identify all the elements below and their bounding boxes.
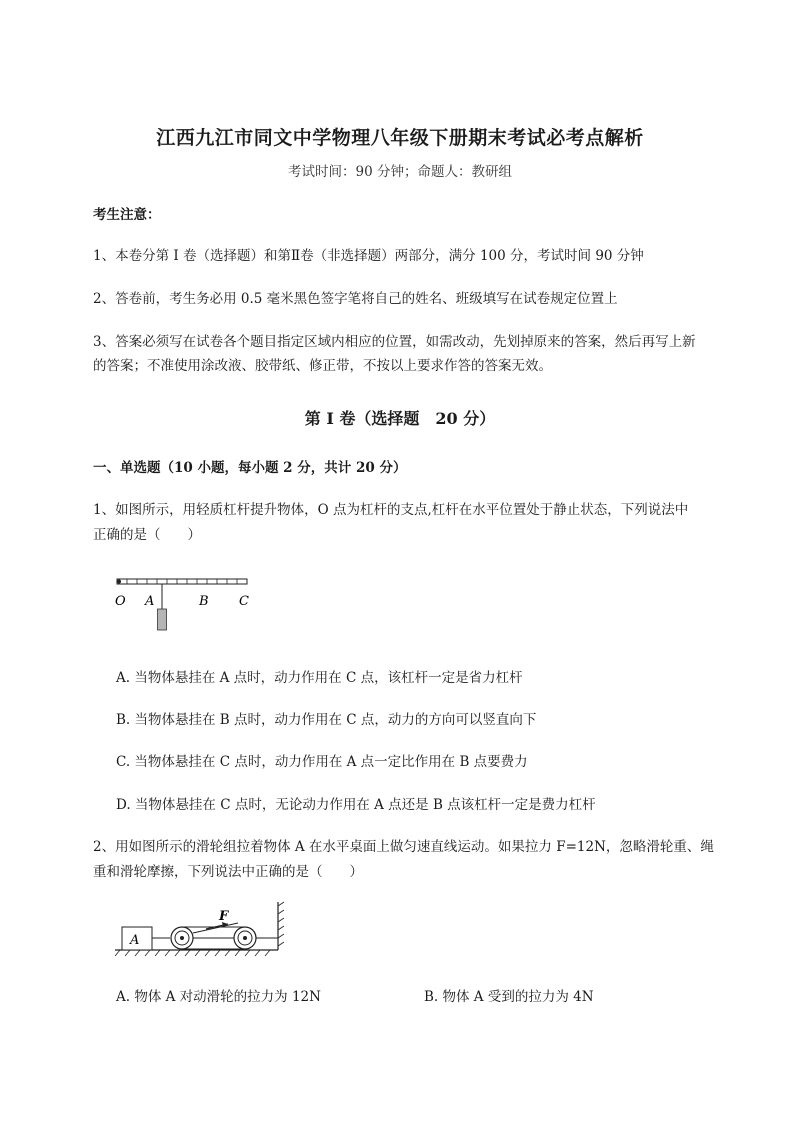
label-o: O bbox=[115, 594, 126, 609]
fixed-pulley-icon bbox=[234, 927, 256, 949]
question-1-stem-cont: 正确的是（ ） bbox=[93, 527, 201, 543]
page-title: 江西九江市同文中学物理八年级下册期末考试必考点解析 bbox=[156, 127, 644, 149]
label-block-a: A bbox=[130, 933, 140, 948]
section-title: 第 I 卷（选择题 20 分） bbox=[304, 409, 496, 428]
q1-option-d[interactable]: D. 当物体悬挂在 C 点时，无论动力作用在 A 点还是 B 点该杠杆一定是费力杠杆 bbox=[116, 797, 596, 813]
notice-item-2: 2、答卷前，考生务必用 0.5 毫米黑色签字笔将自己的姓名、班级填写在试卷规定位置上 bbox=[93, 291, 618, 307]
exam-info: 考试时间：90 分钟；命题人：教研组 bbox=[288, 164, 512, 180]
q2-option-b[interactable]: B. 物体 A 受到的拉力为 4N bbox=[424, 989, 594, 1005]
label-c: C bbox=[239, 594, 249, 609]
label-b: B bbox=[199, 594, 209, 609]
lever-bar bbox=[117, 579, 247, 584]
table-hatching bbox=[115, 950, 270, 956]
notice-item-1: 1、本卷分第 I 卷（选择题）和第Ⅱ卷（非选择题）两部分，满分 100 分，考试时间 90 分钟 bbox=[93, 248, 644, 264]
notice-heading: 考生注意： bbox=[93, 207, 161, 223]
question-2-stem-cont: 重和滑轮摩擦，下列说法中正确的是（ ） bbox=[93, 864, 363, 880]
pulley-figure bbox=[110, 900, 295, 960]
notice-item-3: 3、答案必须写在试卷各个题目指定区域内相应的位置，如需改动，先划掉原来的答案，然后再写上新 bbox=[93, 334, 696, 350]
q1-option-b[interactable]: B. 当物体悬挂在 B 点时，动力作用在 C 点，动力的方向可以竖直向下 bbox=[116, 712, 537, 728]
question-1-stem: 1、如图所示，用轻质杠杆提升物体，O 点为杠杆的支点,杠杆在水平位置处于静止状态，下列说法中 bbox=[93, 502, 689, 518]
label-force-f: F bbox=[219, 909, 229, 924]
pivot-icon bbox=[117, 580, 121, 584]
question-2-stem: 2、用如图所示的滑轮组拉着物体 A 在水平桌面上做匀速直线运动。如果拉力 F=12N，忽略滑轮重、绳 bbox=[93, 839, 714, 855]
notice-item-3-cont: 的答案；不准使用涂改液、胶带纸、修正带，不按以上要求作答的答案无效。 bbox=[93, 358, 552, 374]
label-a: A bbox=[145, 594, 155, 609]
q1-option-c[interactable]: C. 当物体悬挂在 C 点时，动力作用在 A 点一定比作用在 B 点要费力 bbox=[116, 754, 528, 770]
moving-pulley-icon bbox=[171, 927, 193, 949]
part-heading: 一、单选题（10 小题，每小题 2 分，共计 20 分） bbox=[93, 460, 407, 476]
lever-figure bbox=[110, 575, 260, 635]
hanging-weight bbox=[158, 609, 167, 630]
pull-rope bbox=[193, 923, 238, 933]
wall-hatching bbox=[278, 902, 284, 946]
q2-option-a[interactable]: A. 物体 A 对动滑轮的拉力为 12N bbox=[116, 989, 321, 1005]
lever-ticks bbox=[127, 579, 237, 584]
q1-option-a[interactable]: A. 当物体悬挂在 A 点时，动力作用在 C 点，该杠杆一定是省力杠杆 bbox=[116, 670, 523, 686]
